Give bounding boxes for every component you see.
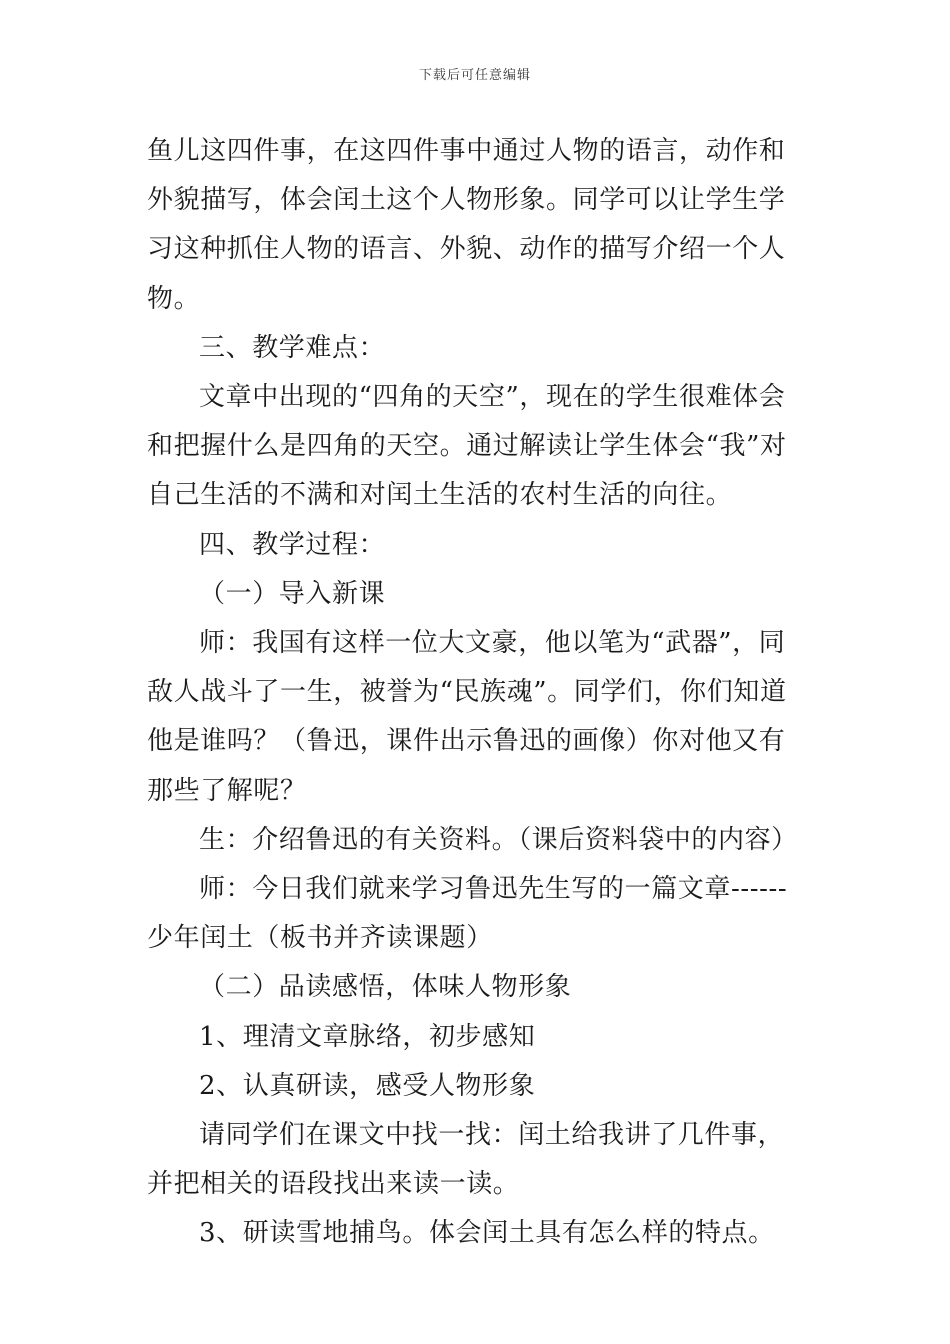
paragraph-continued-text: 鱼儿这四件事，在这四件事中通过人物的语言，动作和外貌描写，体会闰土这个人物形象。同学可以让学生学习这种抓住人物的语言、外貌、动作的描写介绍一个人物。: [147, 136, 786, 314]
section-heading-teaching-process: 四、教学过程：: [199, 529, 386, 560]
list-item-step-2: 2、认真研读，感受人物形象: [199, 1070, 536, 1101]
header-note: 下载后可任意编辑: [418, 68, 531, 83]
section-heading-teaching-difficulty: 三、教学难点：: [199, 332, 386, 363]
subsection-heading-reading: （二）品读感悟，体味人物形象: [199, 972, 572, 1003]
list-item-step-3: 3、研读雪地捕鸟。体会闰土具有怎么样的特点。: [199, 1218, 775, 1249]
paragraph-find-passages: 请同学们在课文中找一找：闰土给我讲了几件事，并把相关的语段找出来读一读。: [147, 1120, 785, 1200]
paragraph-teacher-intro: 师：我国有这样一位大文豪，他以笔为“武器”，同敌人战斗了一生，被誉为“民族魂”。同学们，你们知道他是谁吗？（鲁迅，课件出示鲁迅的画像）你对他又有那些了解呢？: [147, 628, 787, 806]
list-item-step-1: 1、理清文章脉络，初步感知: [199, 1021, 536, 1052]
paragraph-student-response: 生：介绍鲁迅的有关资料。（课后资料袋中的内容）: [199, 824, 798, 855]
subsection-heading-introduction: （一）导入新课: [199, 578, 386, 609]
paragraph-difficulty-text: 文章中出现的“四角的天空”，现在的学生很难体会和把握什么是四角的天空。通过解读让学生体会“我”对自己生活的不满和对闰土生活的农村生活的向往。: [147, 382, 787, 511]
paragraph-teacher-lesson: 师：今日我们就来学习鲁迅先生写的一篇文章------少年闰土（板书并齐读课题）: [147, 874, 788, 954]
document-body: [147, 127, 807, 1259]
